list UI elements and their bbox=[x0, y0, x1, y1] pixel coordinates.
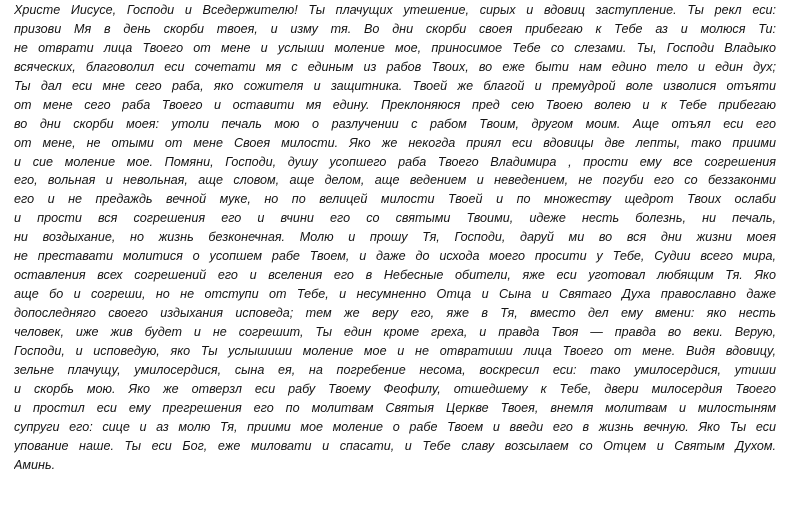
text-line: ни воздыхание, но жизнь безконечная. Молю и прошу Тя, Господи, даруй ми во вся дни жизни моея bbox=[14, 230, 776, 245]
text-line: Христе Иисусе, Господи и Вседержителю! Ты плачущих утешение, сирых и вдовиц заступление. Ты рекл еси: bbox=[14, 3, 776, 17]
text-line: от мене, не отыми от мене Своея милости. Яко же некогда приял еси вдовицы две лепты, тако приими bbox=[14, 135, 776, 150]
text-line: зельне плачущу, умилосердися, сына ея, на погребение несома, воскресил еси: тако умилосердися, утиши bbox=[14, 362, 776, 377]
text-line: супруги его: сице и аз молю Тя, приими мое моление о рабе Твоем и введи его в жизнь вечную. Яко Ты еси bbox=[14, 419, 776, 434]
text-line: во дни скорби моея: утоли печаль мою о разлучении с рабом Твоим, другом моим. Аще отъял еси его bbox=[14, 116, 776, 131]
text-line: Господи, и исповедую, яко Ты услышиши моление мое и не отвратиши лица Твоего от мене. Видя вдовицу, bbox=[14, 343, 776, 358]
text-line: не преставати молитися о усопшем рабе Твоем, и даже до исхода моего просити у Тебе, Судии всего мира, bbox=[14, 249, 776, 264]
text-line: упование наше. Ты еси Бог, еже миловати и спасати, и Тебе славу возсылаем со Отцем и Святым Духом. bbox=[14, 438, 776, 453]
text-line: допоследняго своего издыхания исповеда; тем же веру его, яже в Тя, вместо дел ему вмени: яко несть bbox=[14, 306, 776, 320]
text-line: его и не предаждь вечной муке, но по велицей милости Твоей и по множеству щедрот Твоих ослаби bbox=[14, 192, 776, 207]
text-line: его, вольная и невольная, аще словом, аще делом, аще ведением и неведением, не погуби его со беззаконми bbox=[14, 173, 776, 188]
prayer-text bbox=[14, 1, 776, 474]
text-line: и скорбь мою. Яко же отверзл еси рабу Твоему Феофилу, отшедшему к Тебе, двери милосердия Твоего bbox=[14, 381, 776, 396]
text-line: призови Мя в день скорби твоея, и изму тя. Во дни скорби своея прибегаю к Тебе аз и молюся Ти: bbox=[14, 21, 776, 36]
text-line: оставления всех согрешений его и вселения его в Небесные обители, яже еси уготовал любящим Тя. Яко bbox=[14, 268, 776, 283]
text-line: Ты дал еси мне сего раба, яко сожителя и защитника. Твоей же благой и премудрой воле изволися отъяти bbox=[14, 78, 776, 93]
text-line: человек, иже жив будет и не согрешит, Ты един кроме греха, и правда Твоя — правда во веки. Верую, bbox=[14, 324, 776, 339]
text-line: не отврати лица Твоего от мене и услыши моление мое, приносимое Тебе со слезами. Ты, Господи Владыко bbox=[14, 40, 776, 55]
text-line: и прости вся согрешения его и вчини его со святыми Твоими, идеже несть болезнь, ни печаль, bbox=[14, 211, 776, 226]
text-line-amen: Аминь. bbox=[14, 457, 56, 472]
text-line: от мене сего раба Твоего и оставити мя едину. Преклоняюся пред сею Твоею волею и к Тебе прибегаю bbox=[14, 97, 776, 112]
text-line: и простил еси ему прегрешения его по молитвам Святыя Церкве Твоея, внемля молитвам и милостыням bbox=[14, 400, 776, 415]
text-line: всяческих, благоволил еси сочетати мя с единым из рабов Твоих, во еже быти нам едино тело и един дух; bbox=[14, 59, 776, 74]
text-line: и сие моление мое. Помяни, Господи, душу усопшего раба Твоего Владимира , прости ему все согрешения bbox=[14, 154, 776, 169]
text-line: аще бо и согреши, но не отступи от Тебе, и несумненно Отца и Сына и Святаго Духа православно даже bbox=[14, 287, 776, 302]
